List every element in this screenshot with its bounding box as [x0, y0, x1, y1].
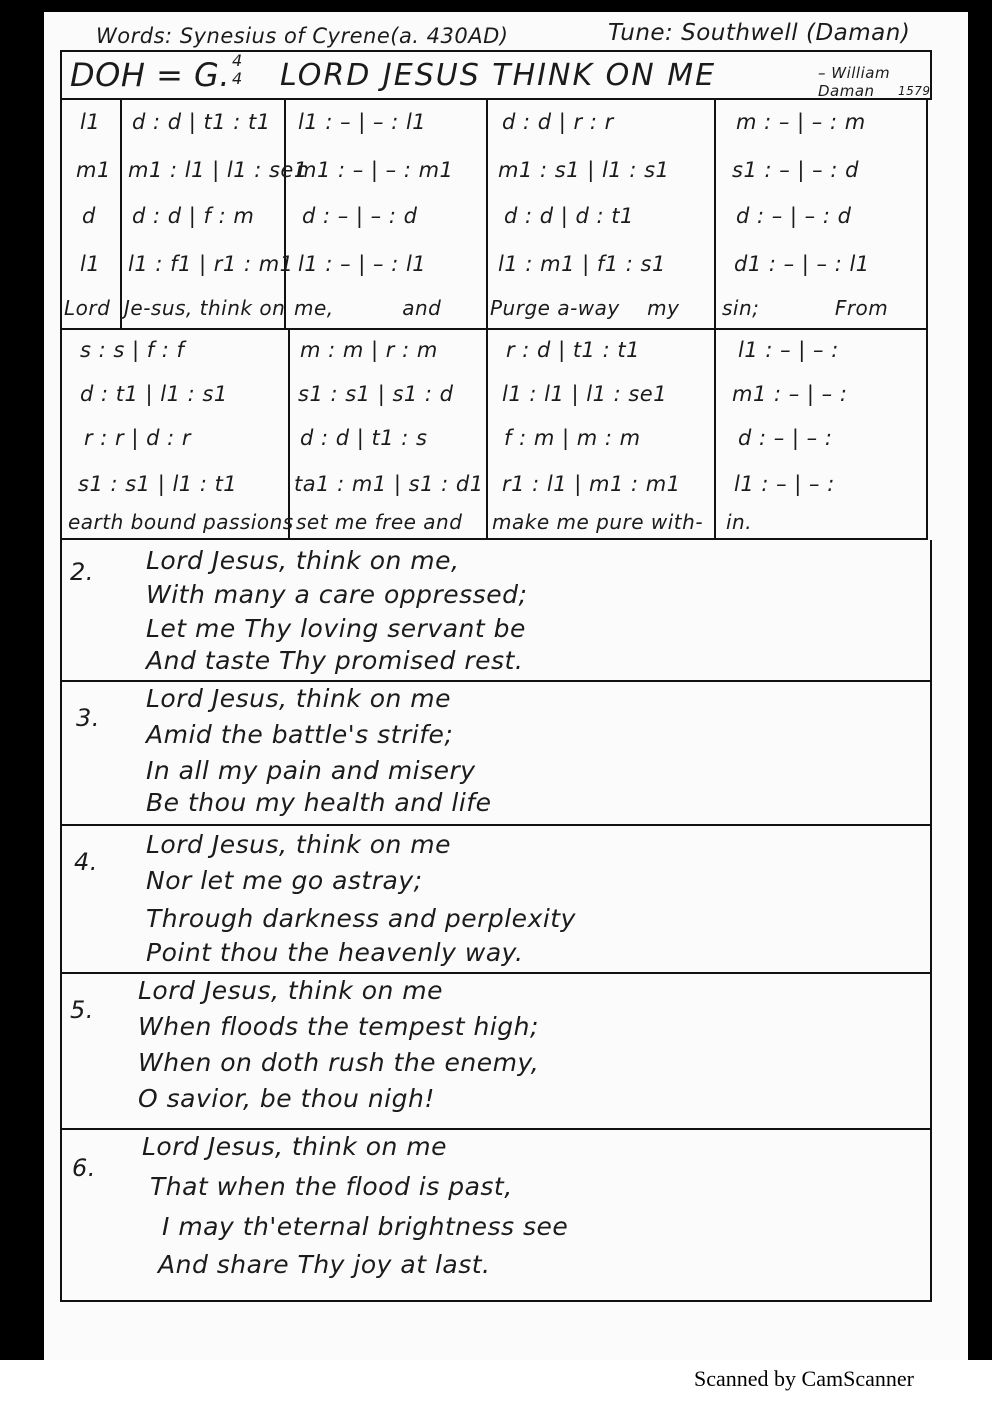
verse-line: Lord Jesus, think on me: [142, 1132, 448, 1161]
bar-line: [714, 100, 716, 540]
solfa-cell: d : d | t1 : t1: [132, 110, 271, 134]
solfa-cell: d : – | – : d: [736, 204, 852, 228]
solfa-cell: l1 : – | – : l1: [298, 110, 427, 134]
solfa-cell: l1: [80, 252, 101, 276]
verse-block: [60, 826, 932, 974]
lyric-syllables: in.: [726, 510, 753, 534]
solfa-cell: s1 : s1 | s1 : d: [298, 382, 454, 406]
lyric-syllables: earth bound passions: [68, 510, 294, 534]
scan-border-top: [0, 0, 992, 12]
verse-number: 5.: [70, 996, 94, 1024]
solfa-cell: d : d | t1 : s: [300, 426, 428, 450]
solfa-cell: d : t1 | l1 : s1: [80, 382, 228, 406]
solfa-cell: ta1 : m1 | s1 : d1: [294, 472, 484, 496]
verse-number: 6.: [72, 1154, 96, 1182]
verse-number: 2.: [70, 558, 94, 586]
verse-line: Lord Jesus, think on me: [138, 976, 444, 1005]
bar-line: [486, 100, 488, 540]
solfa-cell: l1 : l1 | l1 : se1: [502, 382, 668, 406]
verse-number: 4.: [74, 848, 98, 876]
solfa-cell: m : – | – : m: [736, 110, 866, 134]
verse-line: When floods the tempest high;: [138, 1012, 539, 1041]
solfa-cell: l1: [80, 110, 101, 134]
solfa-cell: d : – | – : d: [302, 204, 418, 228]
solfa-cell: m : m | r : m: [300, 338, 438, 362]
verse-line: Let me Thy loving servant be: [146, 614, 526, 643]
solfa-cell: d : d | d : t1: [504, 204, 634, 228]
solfa-cell: d: [82, 204, 96, 228]
lyric-syllables: sin; From: [722, 296, 889, 320]
bar-line: [120, 100, 122, 328]
solfa-cell: r1 : l1 | m1 : m1: [502, 472, 681, 496]
scan-border-right: [968, 0, 992, 1360]
verse-line: That when the flood is past,: [150, 1172, 513, 1201]
verse-block: [60, 682, 932, 826]
scanner-watermark: Scanned by CamScanner: [694, 1366, 914, 1391]
composer-year: 1579: [898, 84, 931, 98]
verse-line: In all my pain and misery: [146, 756, 476, 785]
verse-block: [60, 974, 932, 1130]
bar-line: [288, 328, 290, 540]
solfa-cell: r : r | d : r: [84, 426, 192, 450]
solfa-cell: l1 : – | – : l1: [298, 252, 427, 276]
tune-credit: Tune: Southwell (Daman): [608, 20, 911, 46]
scan-border-left: [0, 0, 44, 1360]
title-box: [60, 50, 932, 100]
verse-line: Point thou the heavenly way.: [146, 938, 524, 967]
tonic-solfa-score: [60, 100, 928, 540]
verse-line: With many a care oppressed;: [146, 580, 528, 609]
solfa-cell: r : d | t1 : t1: [506, 338, 640, 362]
solfa-cell: d1 : – | – : l1: [734, 252, 870, 276]
solfa-cell: m1 : – | – :: [732, 382, 848, 406]
verse-line: Amid the battle's strife;: [146, 720, 454, 749]
solfa-cell: m1 : l1 | l1 : se1: [128, 158, 308, 182]
key-signature: DOH = G.: [70, 56, 231, 94]
verse-line: Lord Jesus, think on me,: [146, 546, 460, 575]
words-credit: Words: Synesius of Cyrene(a. 430AD): [96, 24, 509, 48]
lyric-syllables: set me free and: [296, 510, 463, 534]
lyric-syllables: make me pure with-: [492, 510, 704, 534]
verse-block: [60, 540, 932, 682]
solfa-cell: s1 : s1 | l1 : t1: [78, 472, 238, 496]
solfa-cell: m1 : – | – : m1: [296, 158, 454, 182]
verse-line: O savior, be thou nigh!: [138, 1084, 435, 1113]
verse-line: Lord Jesus, think on me: [146, 830, 452, 859]
lyric-syllables: Lord: [64, 296, 111, 320]
bar-line: [284, 100, 286, 328]
solfa-cell: f : m | m : m: [504, 426, 641, 450]
solfa-cell: m1: [76, 158, 111, 182]
verse-line: Through darkness and perplexity: [146, 904, 576, 933]
system-divider: [62, 328, 926, 330]
song-title: LORD JESUS THINK ON ME: [280, 58, 717, 93]
solfa-cell: d : d | f : m: [132, 204, 255, 228]
solfa-cell: d : d | r : r: [502, 110, 614, 134]
verse-line: Nor let me go astray;: [146, 866, 423, 895]
verse-block: [60, 1130, 932, 1302]
lyric-syllables: me, and: [294, 296, 442, 320]
composer: – William Daman: [818, 64, 891, 100]
lyric-syllables: Je-sus, think on: [124, 296, 286, 320]
time-signature-top: 4: [232, 51, 243, 70]
solfa-cell: l1 : m1 | f1 : s1: [498, 252, 666, 276]
solfa-cell: m1 : s1 | l1 : s1: [498, 158, 670, 182]
solfa-cell: l1 : – | – :: [738, 338, 839, 362]
solfa-cell: d : – | – :: [738, 426, 833, 450]
time-signature: [232, 52, 243, 88]
solfa-cell: l1 : f1 | r1 : m1: [128, 252, 294, 276]
verse-line: And taste Thy promised rest.: [146, 646, 524, 675]
verse-number: 3.: [76, 704, 100, 732]
verse-line: When on doth rush the enemy,: [138, 1048, 540, 1077]
solfa-cell: s1 : – | – : d: [732, 158, 859, 182]
verse-line: I may th'eternal brightness see: [162, 1212, 569, 1241]
verse-line: Lord Jesus, think on me: [146, 684, 452, 713]
time-signature-bottom: 4: [232, 69, 243, 88]
solfa-cell: s : s | f : f: [80, 338, 185, 362]
verse-line: Be thou my health and life: [146, 788, 492, 817]
verse-line: And share Thy joy at last.: [158, 1250, 491, 1279]
solfa-cell: l1 : – | – :: [734, 472, 835, 496]
lyric-syllables: Purge a-way my: [490, 296, 680, 320]
